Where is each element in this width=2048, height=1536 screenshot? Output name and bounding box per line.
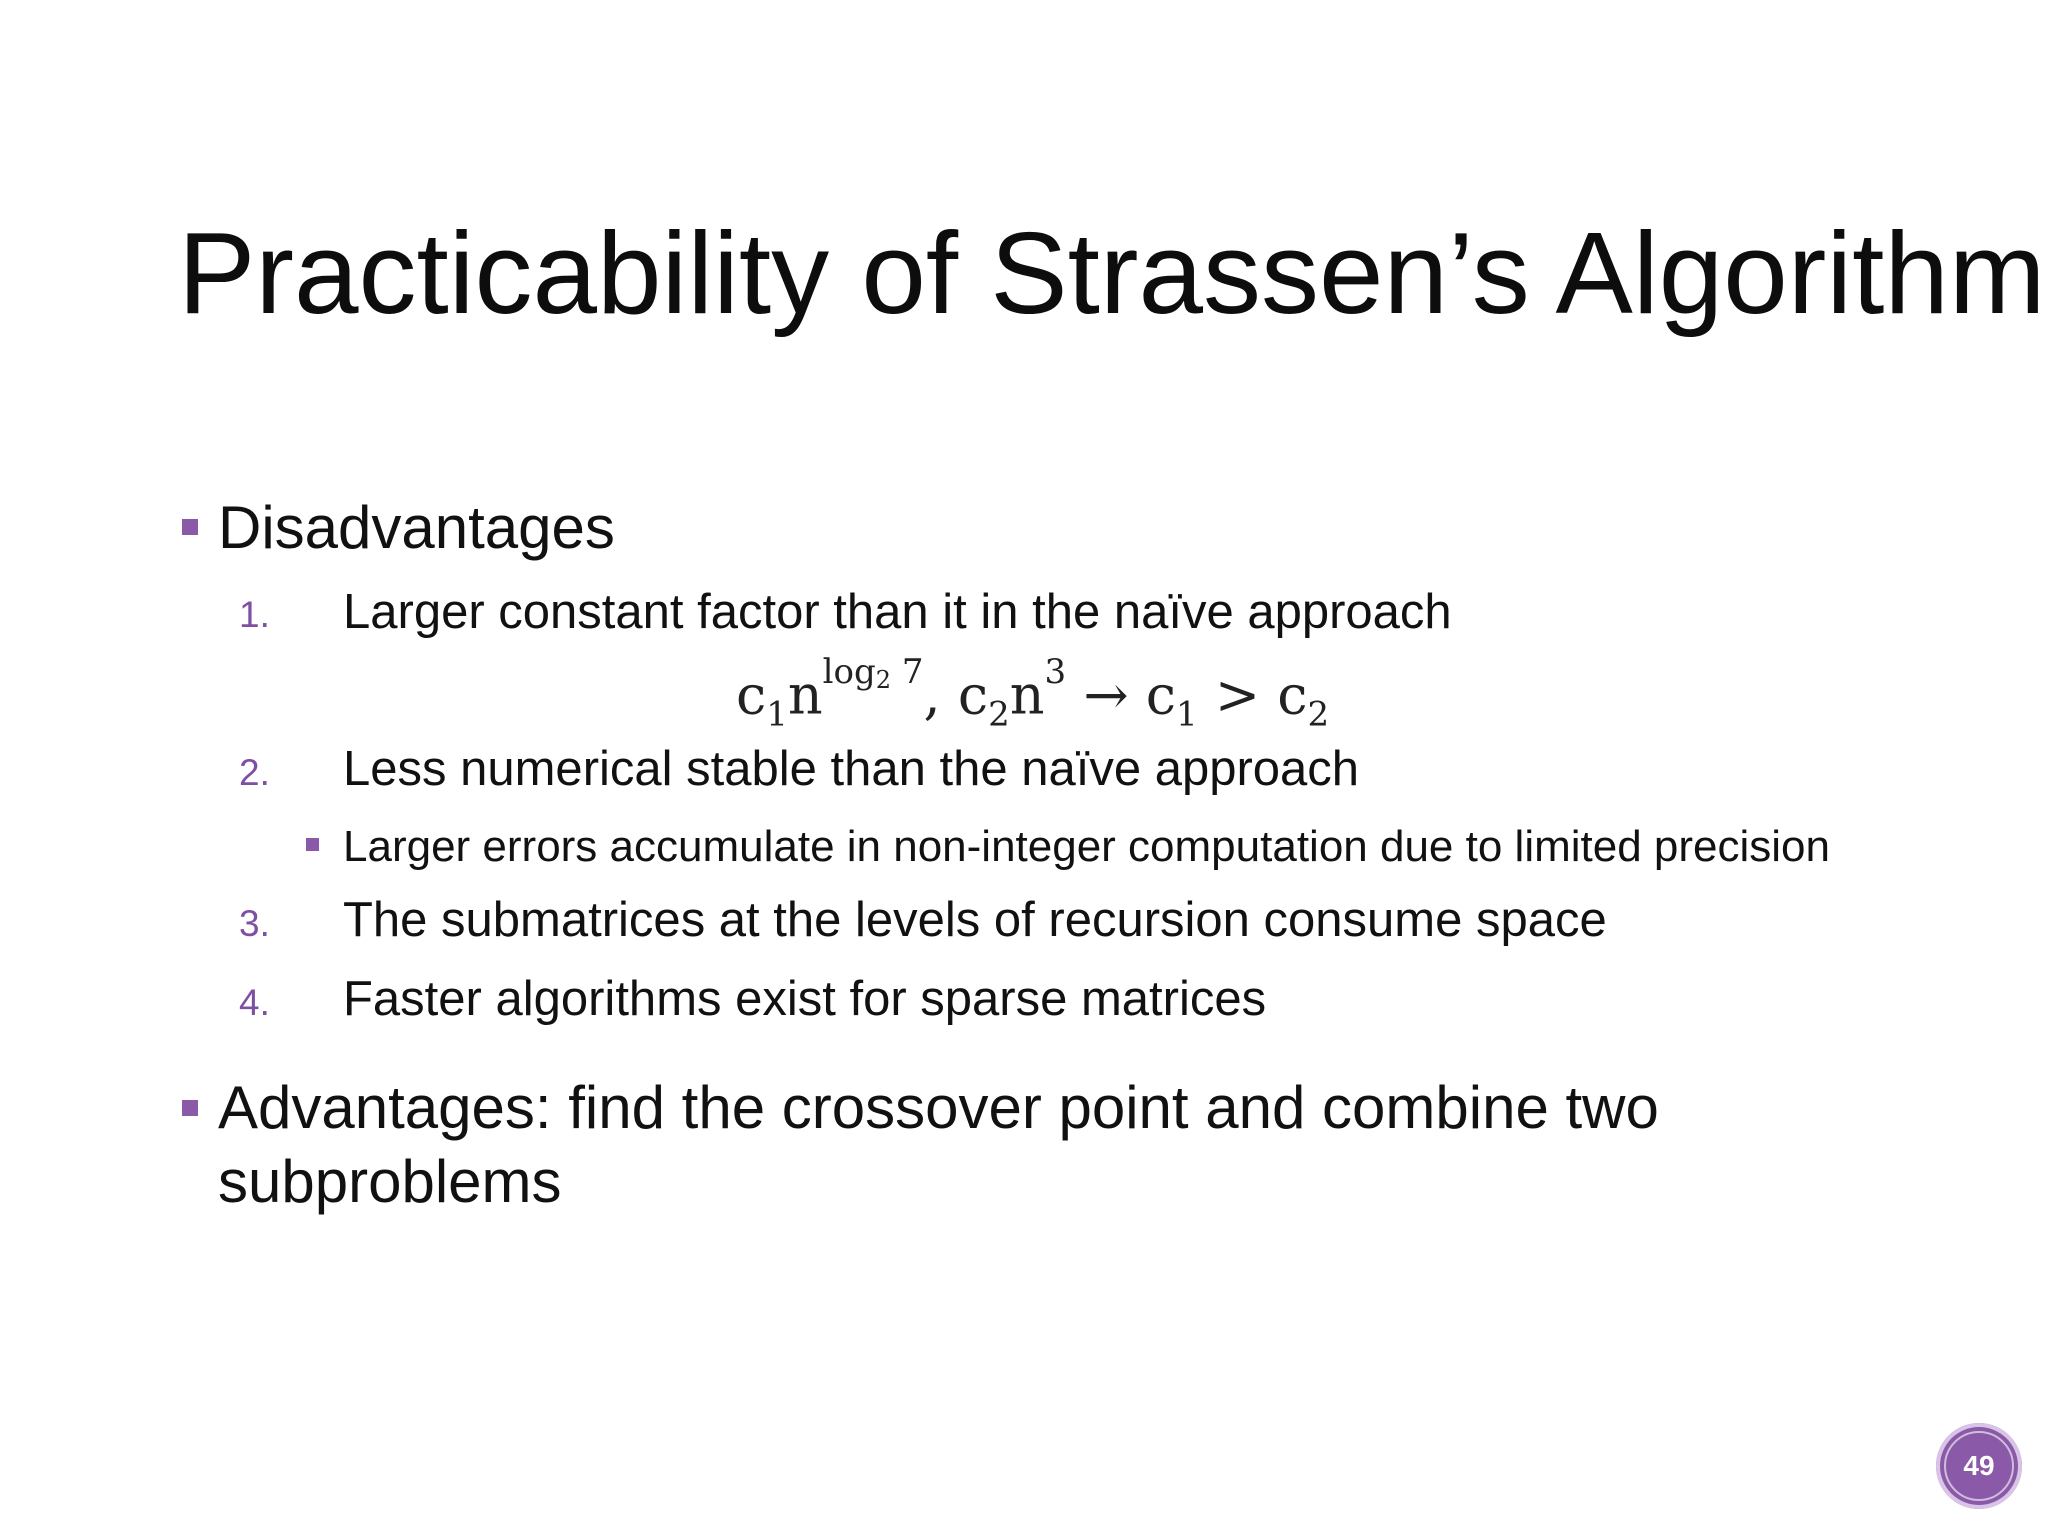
item-4-text: Faster algorithms exist for sparse matrices	[343, 972, 1267, 1026]
item-2-number: 2.	[239, 752, 270, 793]
item-1-number: 1.	[239, 594, 270, 635]
advantages-line-1: Advantages: find the crossover point and combine two	[218, 1074, 1659, 1141]
item-4-number: 4.	[239, 982, 270, 1023]
item-2-subtext: Larger errors accumulate in non-integer computation due to limited precision	[343, 822, 1830, 871]
page-number-badge	[1936, 1423, 2022, 1509]
page-number: 49	[1963, 1450, 1995, 1481]
item-3-number: 3.	[239, 903, 270, 944]
complexity-formula: $c_1n^{log2 7}$, $c_2n^3 \to c_1 > c_2$	[736, 652, 1330, 735]
item-2-text: Less numerical stable than the naïve approach	[343, 742, 1360, 796]
item-3-text: The submatrices at the levels of recursion consume space	[343, 893, 1607, 947]
advantages-bullet	[182, 1100, 198, 1116]
disadvantages-heading: Disadvantages	[218, 494, 615, 561]
slide-title: Practicability of Strassen’s Algorithm	[178, 208, 2046, 338]
item-1-text: Larger constant factor than it in the naïve approach	[343, 585, 1452, 639]
disadvantages-bullet	[182, 519, 198, 535]
advantages-line-2: subproblems	[218, 1148, 562, 1215]
subitem-bullet	[306, 838, 319, 851]
